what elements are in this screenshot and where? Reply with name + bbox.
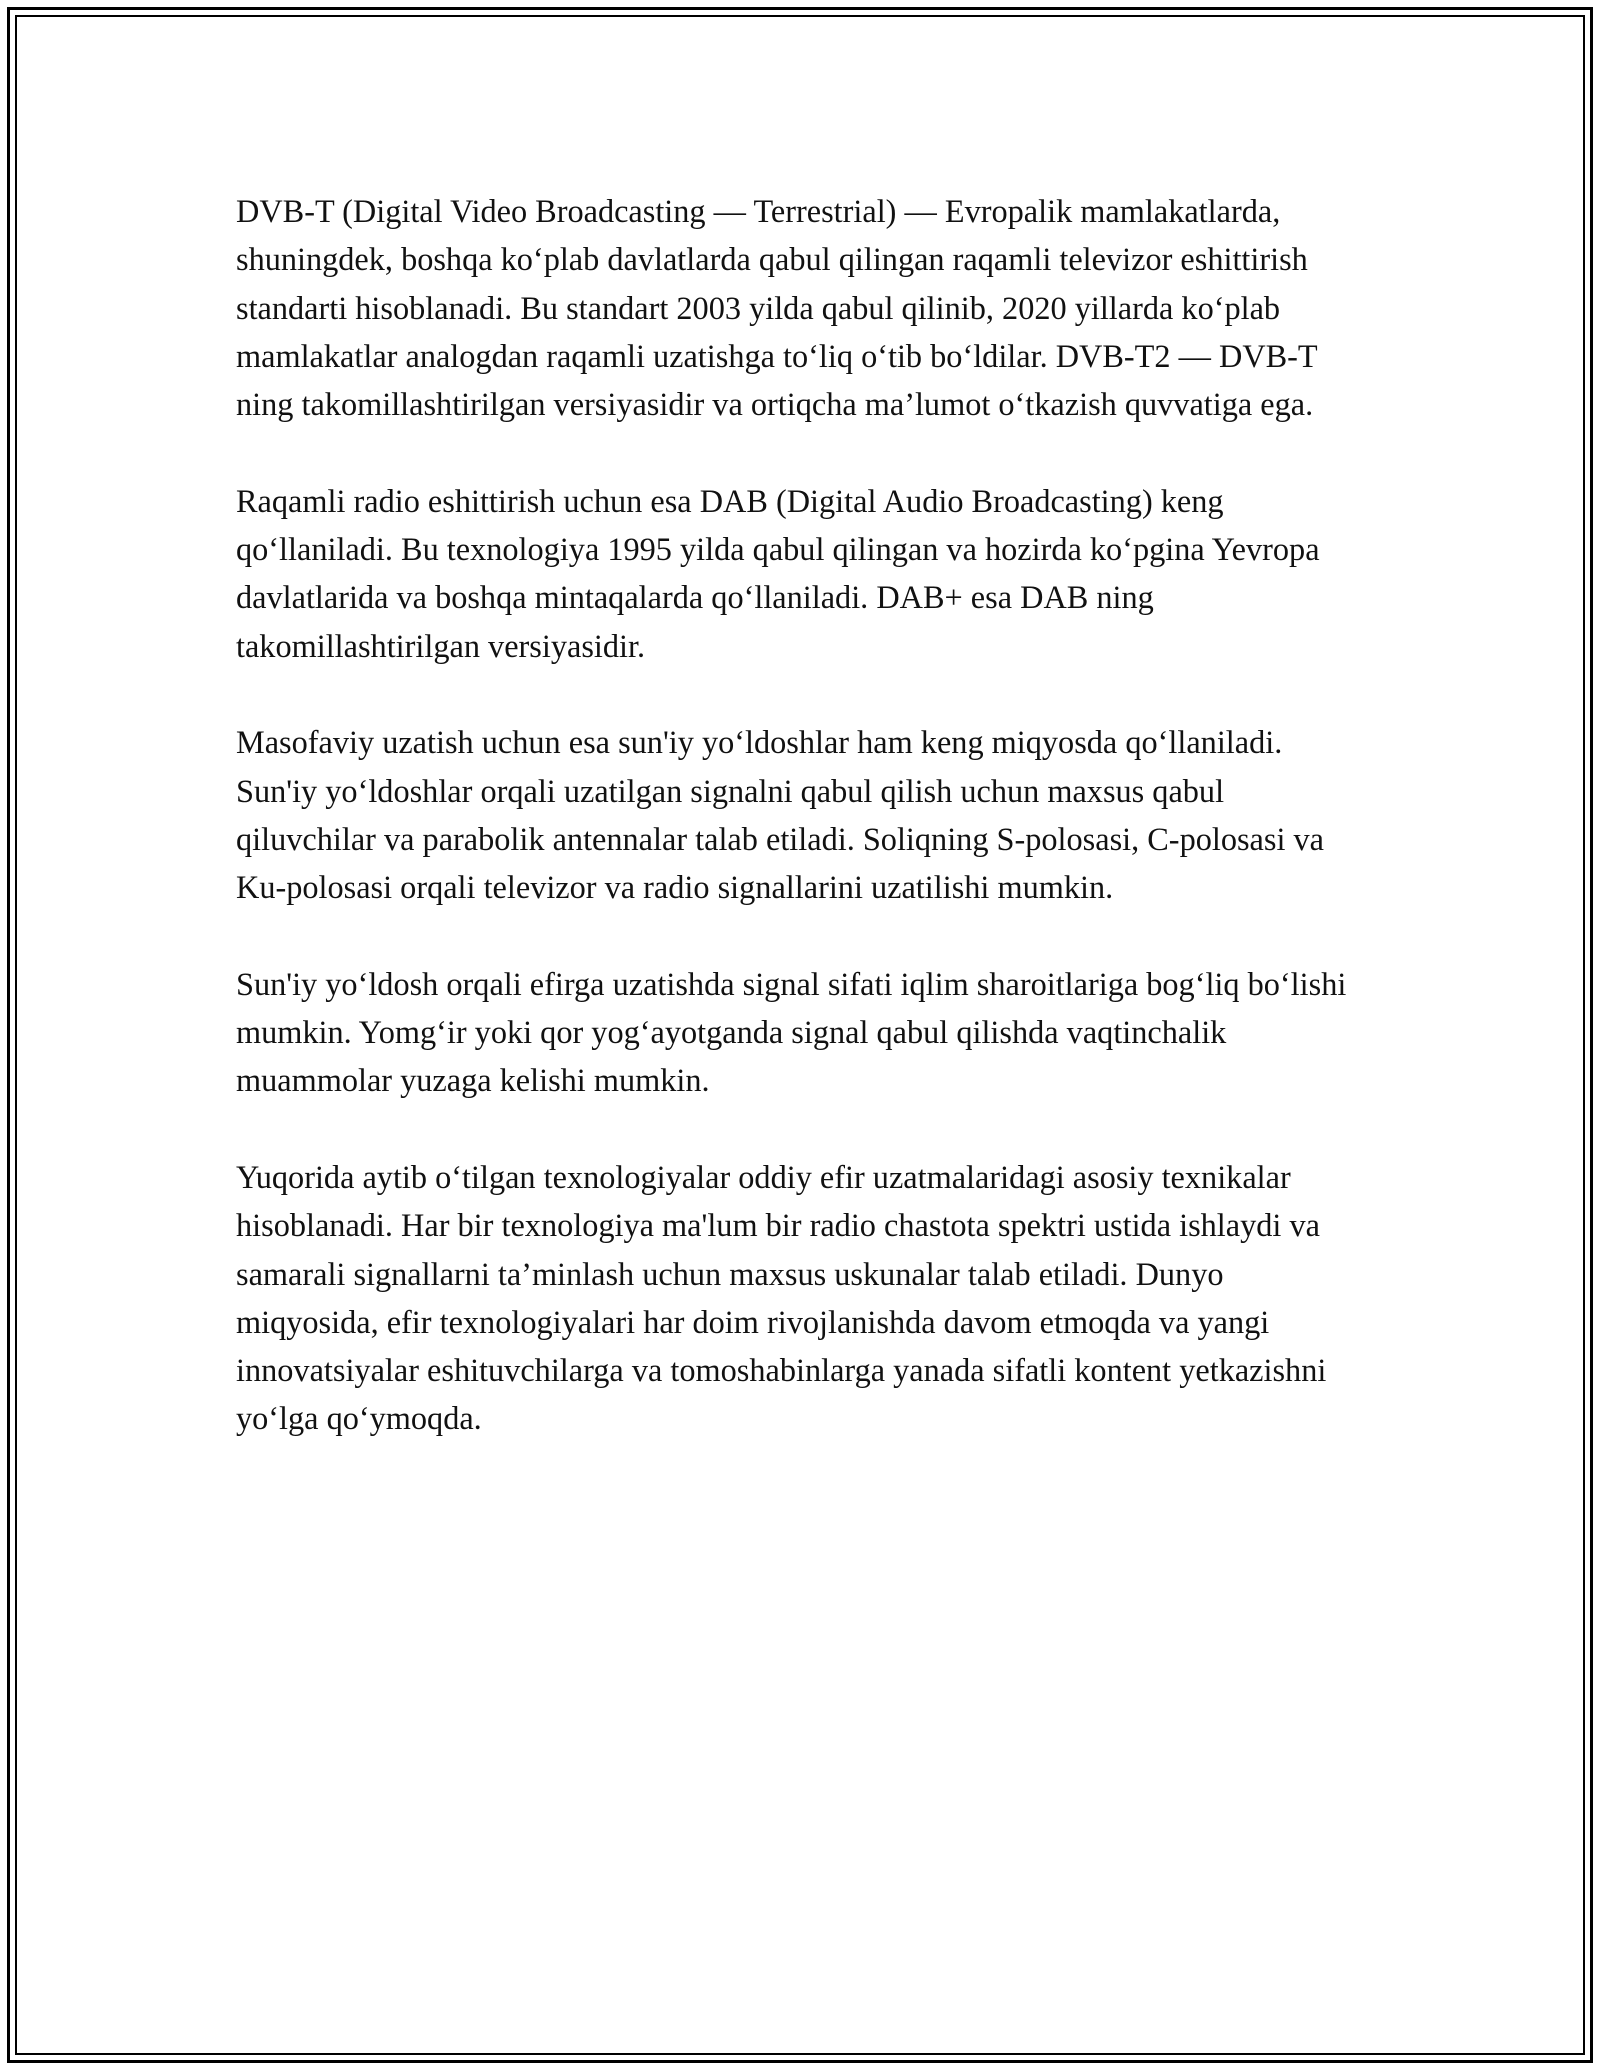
paragraph-dvb-t: DVB-T (Digital Video Broadcasting — Terrestrial) — Evropalik mamlakatlarda, shuningdek, boshqa ko‘plab davlatlarda qabul qilingan raqamli televizor eshittirish standarti hisoblanadi. Bu standart 2003 yilda qabul qilinib, 2020 yillarda ko‘plab mamlakatlar analogdan raqamli uzatishga to‘liq o‘tib bo‘ldilar. DVB-T2 — DVB-T ning takomillashtirilgan versiyasidir va ortiqcha ma’lumot o‘tkazish quvvatiga ega. bbox=[236, 193, 1318, 423]
paragraph-conclusion: Yuqorida aytib o‘tilgan texnologiyalar oddiy efir uzatmalaridagi asosiy texnikalar hisoblanadi. Har bir texnologiya ma'lum bir radio chastota spektri ustida ishlaydi va samarali signallarni ta’minlash uchun maxsus uskunalar talab etiladi. Dunyo miqyosida, efir texnologiyalari har doim rivojlanishda davom etmoqda va yangi innovatsiyalar eshituvchilarga va tomoshabinlarga yanada sifatli kontent yetkazishni yo‘lga qo‘ymoqda. bbox=[236, 1158, 1327, 1437]
paragraph-satellite: Masofaviy uzatish uchun esa sun'iy yo‘ldoshlar ham keng miqyosda qo‘llaniladi. Sun'iy yo‘ldoshlar orqali uzatilgan signalni qabul qilish uchun maxsus qabul qiluvchilar va parabolik antennalar talab etiladi. Soliqning S-polosasi, C-polosasi va Ku-polosasi orqali televizor va radio signallarini uzatilishi mumkin. bbox=[236, 724, 1324, 906]
paragraph-dab: Raqamli radio eshittirish uchun esa DAB (Digital Audio Broadcasting) keng qo‘llaniladi. Bu texnologiya 1995 yilda qabul qilingan va hozirda ko‘pgina Yevropa davlatlarida va boshqa mintaqalarda qo‘llaniladi. DAB+ esa DAB ning takomillashtirilgan versiyasidir. bbox=[236, 482, 1320, 664]
paragraph-signal-weather: Sun'iy yo‘ldosh orqali efirga uzatishda signal sifati iqlim sharoitlariga bog‘liq bo‘lishi mumkin. Yomg‘ir yoki qor yog‘ayotganda signal qabul qilishda vaqtinchalik muammolar yuzaga kelishi mumkin. bbox=[236, 965, 1347, 1099]
document-body bbox=[236, 187, 1366, 1491]
